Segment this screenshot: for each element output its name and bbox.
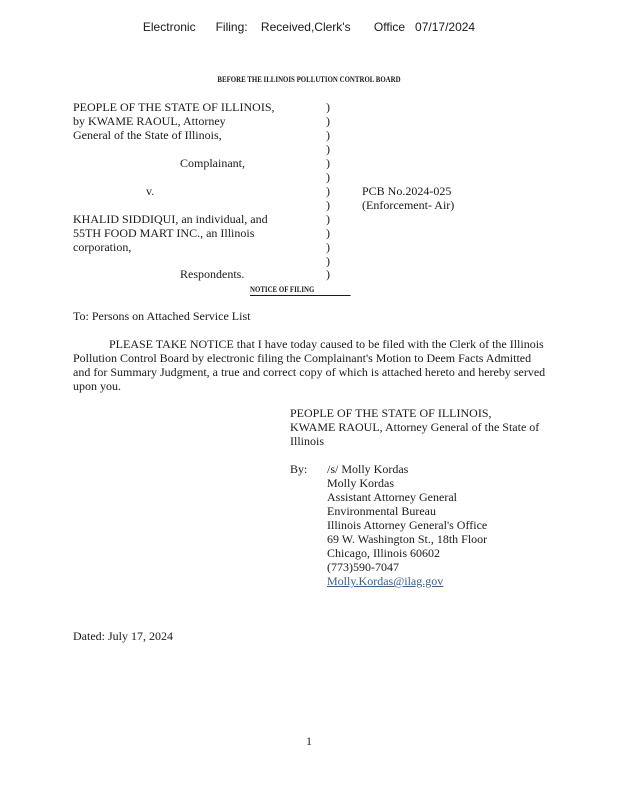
paren: ) (326, 170, 330, 184)
paren: ) (326, 142, 330, 156)
signer-line-6: 69 W. Washington St., 18th Floor (327, 532, 488, 546)
plaintiff-line-1: PEOPLE OF THE STATE OF ILLINOIS, (73, 100, 275, 114)
signature-party-line-1: PEOPLE OF THE STATE OF ILLINOIS, (290, 406, 492, 420)
case-number: PCB No.2024-025 (362, 184, 452, 198)
dated-line: Dated: July 17, 2024 (73, 629, 173, 643)
paren: ) (326, 128, 330, 142)
addressee-line: To: Persons on Attached Service List (73, 309, 251, 323)
paren: ) (326, 198, 330, 212)
signer-line-7: Chicago, Illinois 60602 (327, 546, 440, 560)
complainant-label: Complainant, (180, 156, 245, 170)
paren: ) (326, 114, 330, 128)
signer-line-5: Illinois Attorney General's Office (327, 518, 488, 532)
respondent-label: Respondents. (180, 267, 245, 281)
versus-label: v. (146, 184, 155, 198)
case-type: (Enforcement- Air) (362, 198, 455, 212)
signer-email-link[interactable]: Molly.Kordas@ilag.gov (327, 574, 444, 588)
plaintiff-line-2: by KWAME RAOUL, Attorney (73, 114, 226, 128)
page-number: 1 (306, 734, 312, 748)
paren: ) (326, 240, 330, 254)
defendant-line-1: KHALID SIDDIQUI, an individual, and (73, 212, 268, 226)
signer-line-2: Molly Kordas (327, 476, 394, 490)
paren: ) (326, 254, 330, 268)
signer-phone: (773)590-7047 (327, 560, 399, 574)
notice-of-filing-title: NOTICE OF FILING (250, 284, 351, 296)
signer-line-1: /s/ Molly Kordas (327, 462, 409, 476)
defendant-line-2: 55TH FOOD MART INC., an Illinois (73, 226, 255, 240)
electronic-filing-stamp: Electronic Filing: Received,Clerk's Office 07/17/2024 (142, 20, 476, 34)
notice-body-line-4: upon you. (73, 379, 121, 393)
notice-body-line-1: PLEASE TAKE NOTICE that I have today caused to be filed with the Clerk of the Illinois (109, 337, 544, 351)
paren: ) (326, 100, 330, 114)
signature-party-line-2: KWAME RAOUL, Attorney General of the State of (290, 420, 540, 434)
notice-body-line-2: Pollution Control Board by electronic filing the Complainant's Motion to Deem Facts Admitted (73, 351, 532, 365)
paren: ) (326, 226, 330, 240)
signer-line-4: Environmental Bureau (327, 504, 436, 518)
paren: ) (326, 267, 330, 281)
notice-body-line-3: and for Summary Judgment, a true and correct copy of which is attached hereto and hereby served (73, 365, 546, 379)
paren: ) (326, 184, 330, 198)
paren: ) (326, 156, 330, 170)
by-label: By: (290, 462, 308, 476)
defendant-line-3: corporation, (73, 240, 132, 254)
plaintiff-line-3: General of the State of Illinois, (73, 128, 222, 142)
paren: ) (326, 212, 330, 226)
signature-party-line-3: Illinois (290, 434, 325, 448)
signer-line-3: Assistant Attorney General (327, 490, 457, 504)
board-heading: BEFORE THE ILLINOIS POLLUTION CONTROL BOARD (217, 75, 401, 84)
